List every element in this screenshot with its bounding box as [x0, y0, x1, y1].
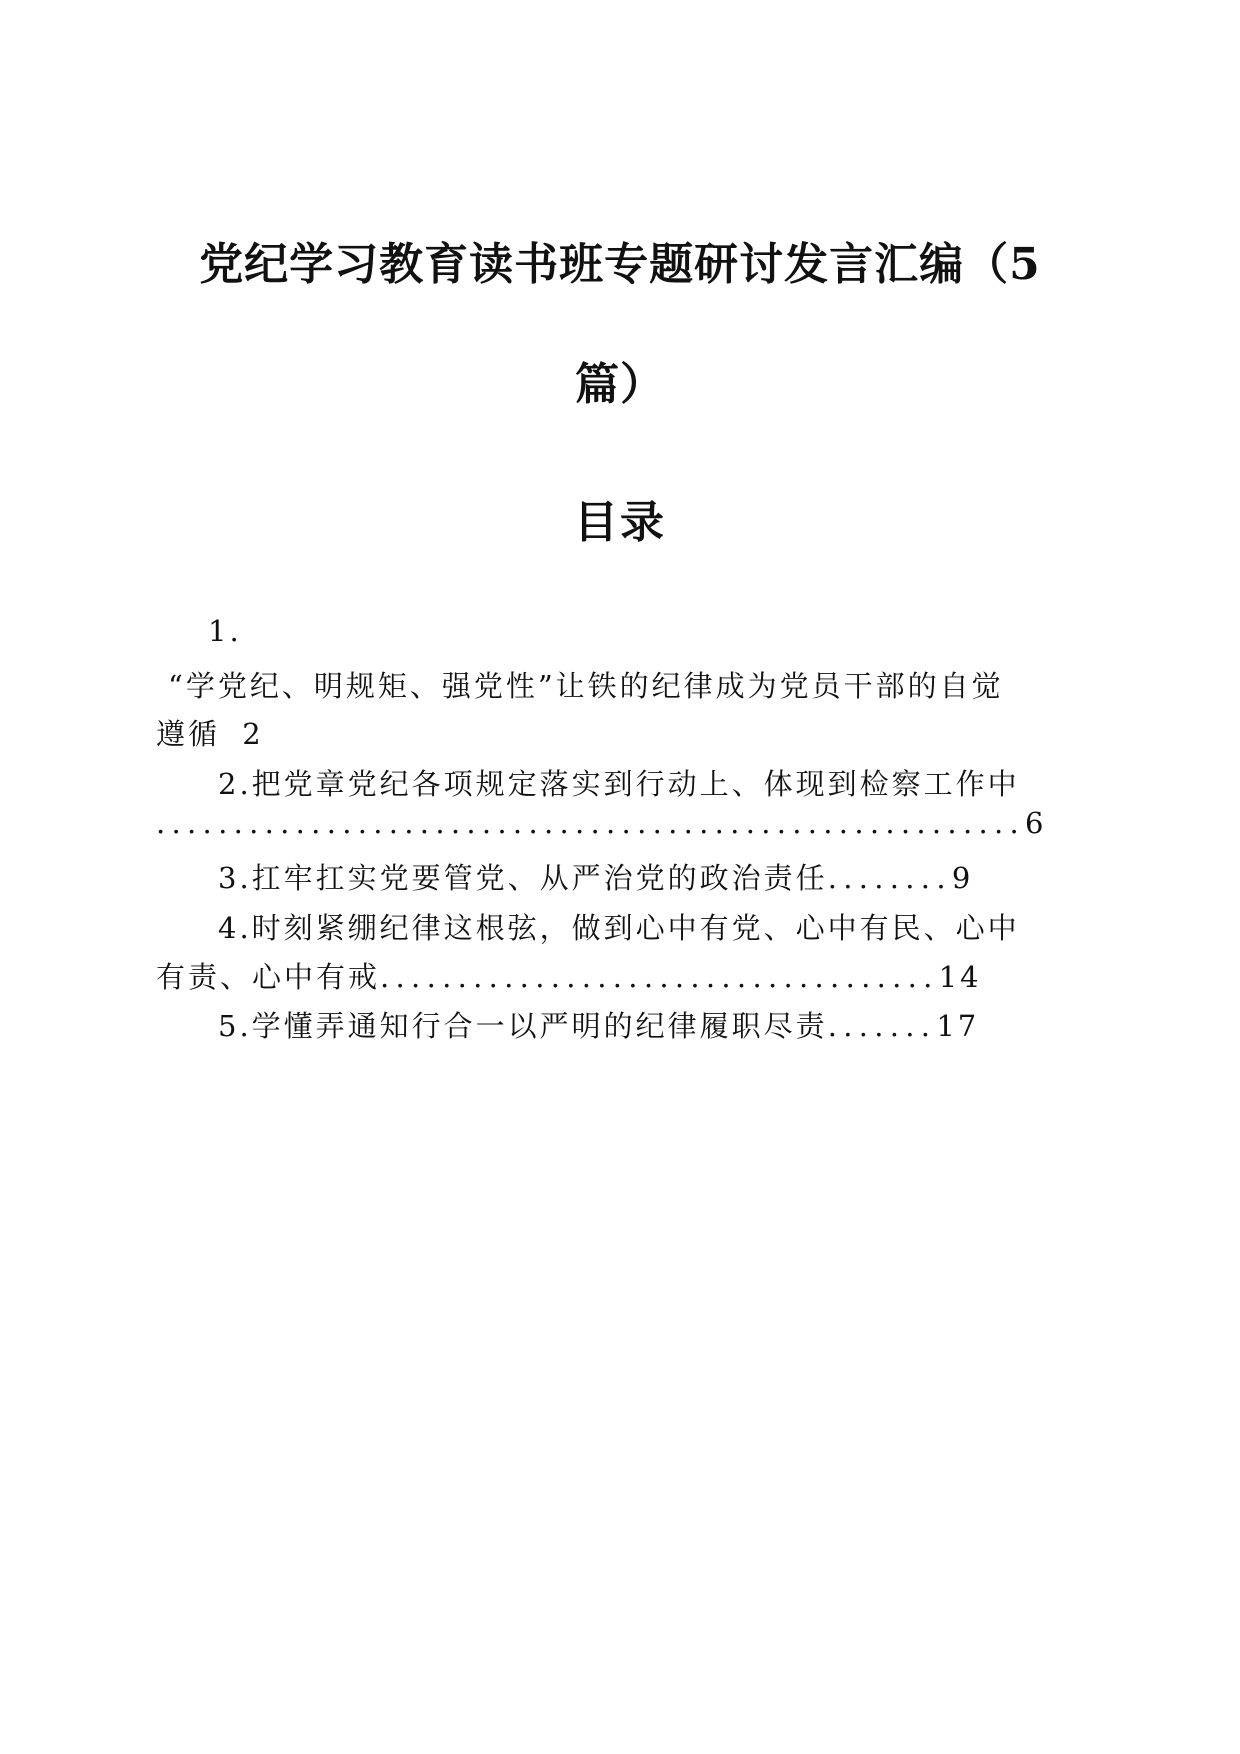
- toc-entry-5-page: 17: [936, 1009, 980, 1043]
- toc-entry-4-line1[interactable]: [218, 906, 1020, 947]
- toc-entry-4-line2[interactable]: [156, 955, 982, 996]
- toc-entry-1-number[interactable]: 1.: [208, 614, 242, 648]
- toc-entry-3-leader: ........: [827, 861, 952, 895]
- toc-entry-5-title: 学懂弄通知行合一以严明的纪律履职尽责: [251, 1009, 828, 1043]
- toc-entry-1-page: 2: [242, 717, 264, 751]
- toc-entry-2-line2[interactable]: [156, 806, 1046, 840]
- toc-entry-3-number: 3.: [218, 861, 252, 895]
- toc-entry-3-title: 扛牢扛实党要管党、从严治党的政治责任: [251, 861, 828, 895]
- toc-entry-1-line2[interactable]: [156, 712, 264, 753]
- toc-entry-4-leader: ....................................: [380, 960, 939, 994]
- toc-heading: 目录: [574, 497, 666, 548]
- document-title-line1: 党纪学习教育读书班专题研讨发言汇编（5: [199, 239, 1041, 290]
- toc-entry-1-title-line2: 遵循: [156, 717, 221, 751]
- toc-entry-3[interactable]: [218, 856, 973, 897]
- toc-entry-4-title-line2: 有责、心中有戒: [156, 960, 381, 994]
- toc-entry-4-title-line1: 时刻紧绷纪律这根弦，做到心中有党、心中有民、心中: [251, 911, 1020, 945]
- document-title-line2: 篇）: [575, 359, 665, 410]
- toc-entry-4-number: 4.: [218, 911, 252, 945]
- toc-entry-1-title-line1[interactable]: “学党纪、明规矩、强党性”让铁的纪律成为党员干部的自觉: [168, 669, 1004, 703]
- toc-entry-2-page: 6: [1025, 806, 1047, 840]
- toc-entry-2-line1[interactable]: [218, 762, 1020, 803]
- toc-entry-2-leader: ........................................................: [156, 806, 1026, 840]
- toc-entry-5[interactable]: [218, 1004, 979, 1045]
- toc-entry-2-number: 2.: [218, 767, 252, 801]
- toc-entry-4-page: 14: [938, 960, 982, 994]
- toc-entry-5-number: 5.: [218, 1009, 252, 1043]
- toc-entry-2-title: 把党章党纪各项规定落实到行动上、体现到检察工作中: [251, 767, 1020, 801]
- toc-entry-5-leader: .......: [827, 1009, 937, 1043]
- toc-entry-3-page: 9: [951, 861, 974, 895]
